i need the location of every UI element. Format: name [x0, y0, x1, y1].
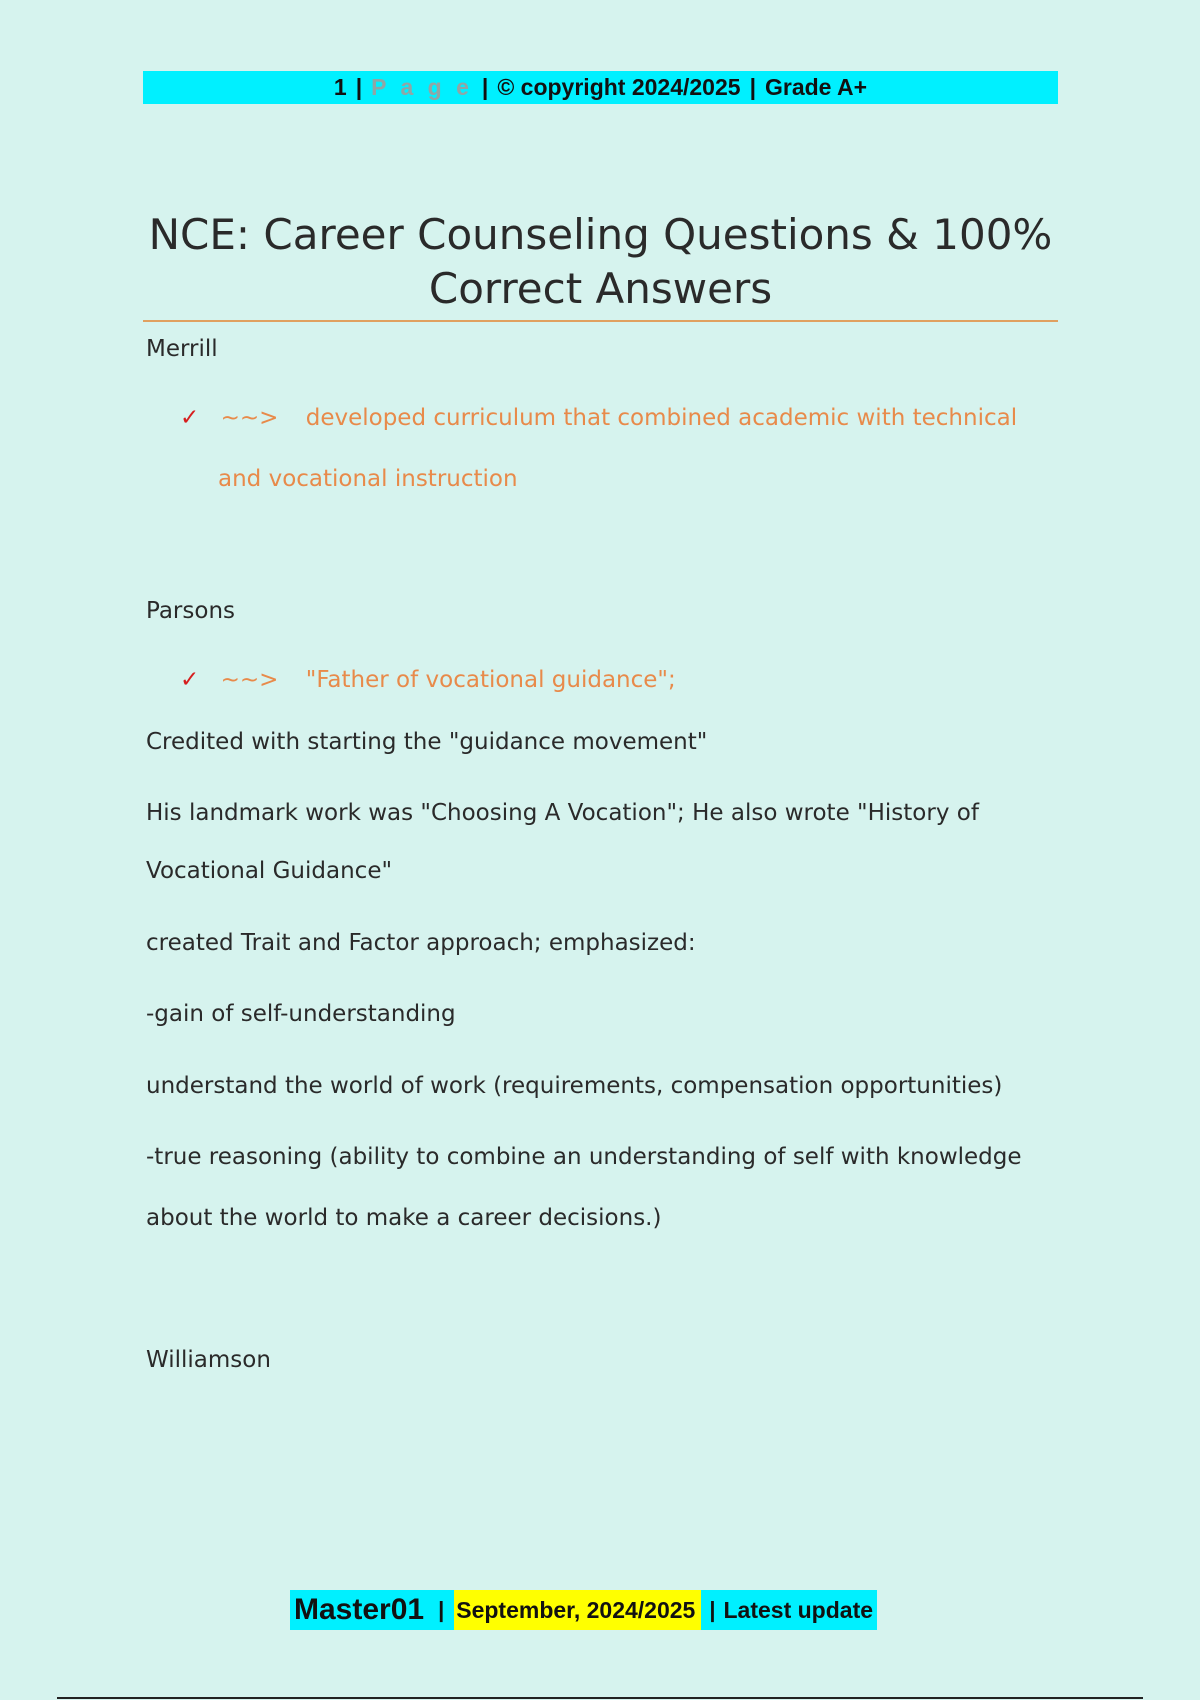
- title-line-2: Correct Answers: [428, 264, 773, 313]
- answer-text: developed curriculum that combined academic with technical: [305, 405, 1018, 431]
- page-header-bar: 1 | P a g e | © copyright 2024/2025 | Grade A+: [143, 71, 1058, 104]
- term-merrill: Merrill: [146, 336, 218, 362]
- footer-rule: [57, 1697, 1143, 1699]
- page-footer: [290, 1590, 877, 1630]
- answer-bullet-merrill: [180, 405, 1017, 431]
- page-word: P a g e: [371, 74, 473, 100]
- footer-latest-update: Latest update: [724, 1590, 878, 1630]
- body-line: Vocational Guidance": [146, 858, 393, 884]
- body-line: Credited with starting the "guidance movement": [146, 729, 708, 755]
- title-line-1: NCE: Career Counseling Questions & 100%: [148, 210, 1053, 259]
- body-line: created Trait and Factor approach; emphasized:: [146, 930, 696, 956]
- footer-separator: |: [428, 1590, 454, 1630]
- arrow-icon: ~~>: [220, 667, 279, 693]
- body-line: understand the world of work (requirements, compensation opportunities): [146, 1073, 1003, 1099]
- footer-separator: |: [701, 1590, 723, 1630]
- footer-date: September, 2024/2025: [454, 1590, 701, 1630]
- title-underline: [143, 320, 1058, 322]
- check-icon: ✓: [180, 667, 200, 693]
- term-parsons: Parsons: [146, 598, 236, 624]
- answer-bullet-parsons: [180, 667, 676, 693]
- arrow-icon: ~~>: [220, 405, 279, 431]
- term-williamson: Williamson: [146, 1347, 271, 1373]
- copyright-text: © copyright 2024/2025: [497, 74, 741, 100]
- document-title: [143, 208, 1058, 316]
- answer-text-continued: and vocational instruction: [218, 466, 518, 492]
- answer-text: "Father of vocational guidance";: [305, 667, 676, 693]
- body-line: His landmark work was "Choosing A Vocation"; He also wrote "History of: [146, 800, 979, 826]
- body-line: -gain of self-understanding: [146, 1001, 456, 1027]
- check-icon: ✓: [180, 405, 200, 431]
- footer-brand: Master01: [290, 1590, 428, 1630]
- body-line: -true reasoning (ability to combine an understanding of self with knowledge: [146, 1144, 1022, 1170]
- grade-text: Grade A+: [765, 74, 868, 100]
- body-line: about the world to make a career decisions.): [146, 1205, 662, 1231]
- page-number: 1: [333, 74, 347, 100]
